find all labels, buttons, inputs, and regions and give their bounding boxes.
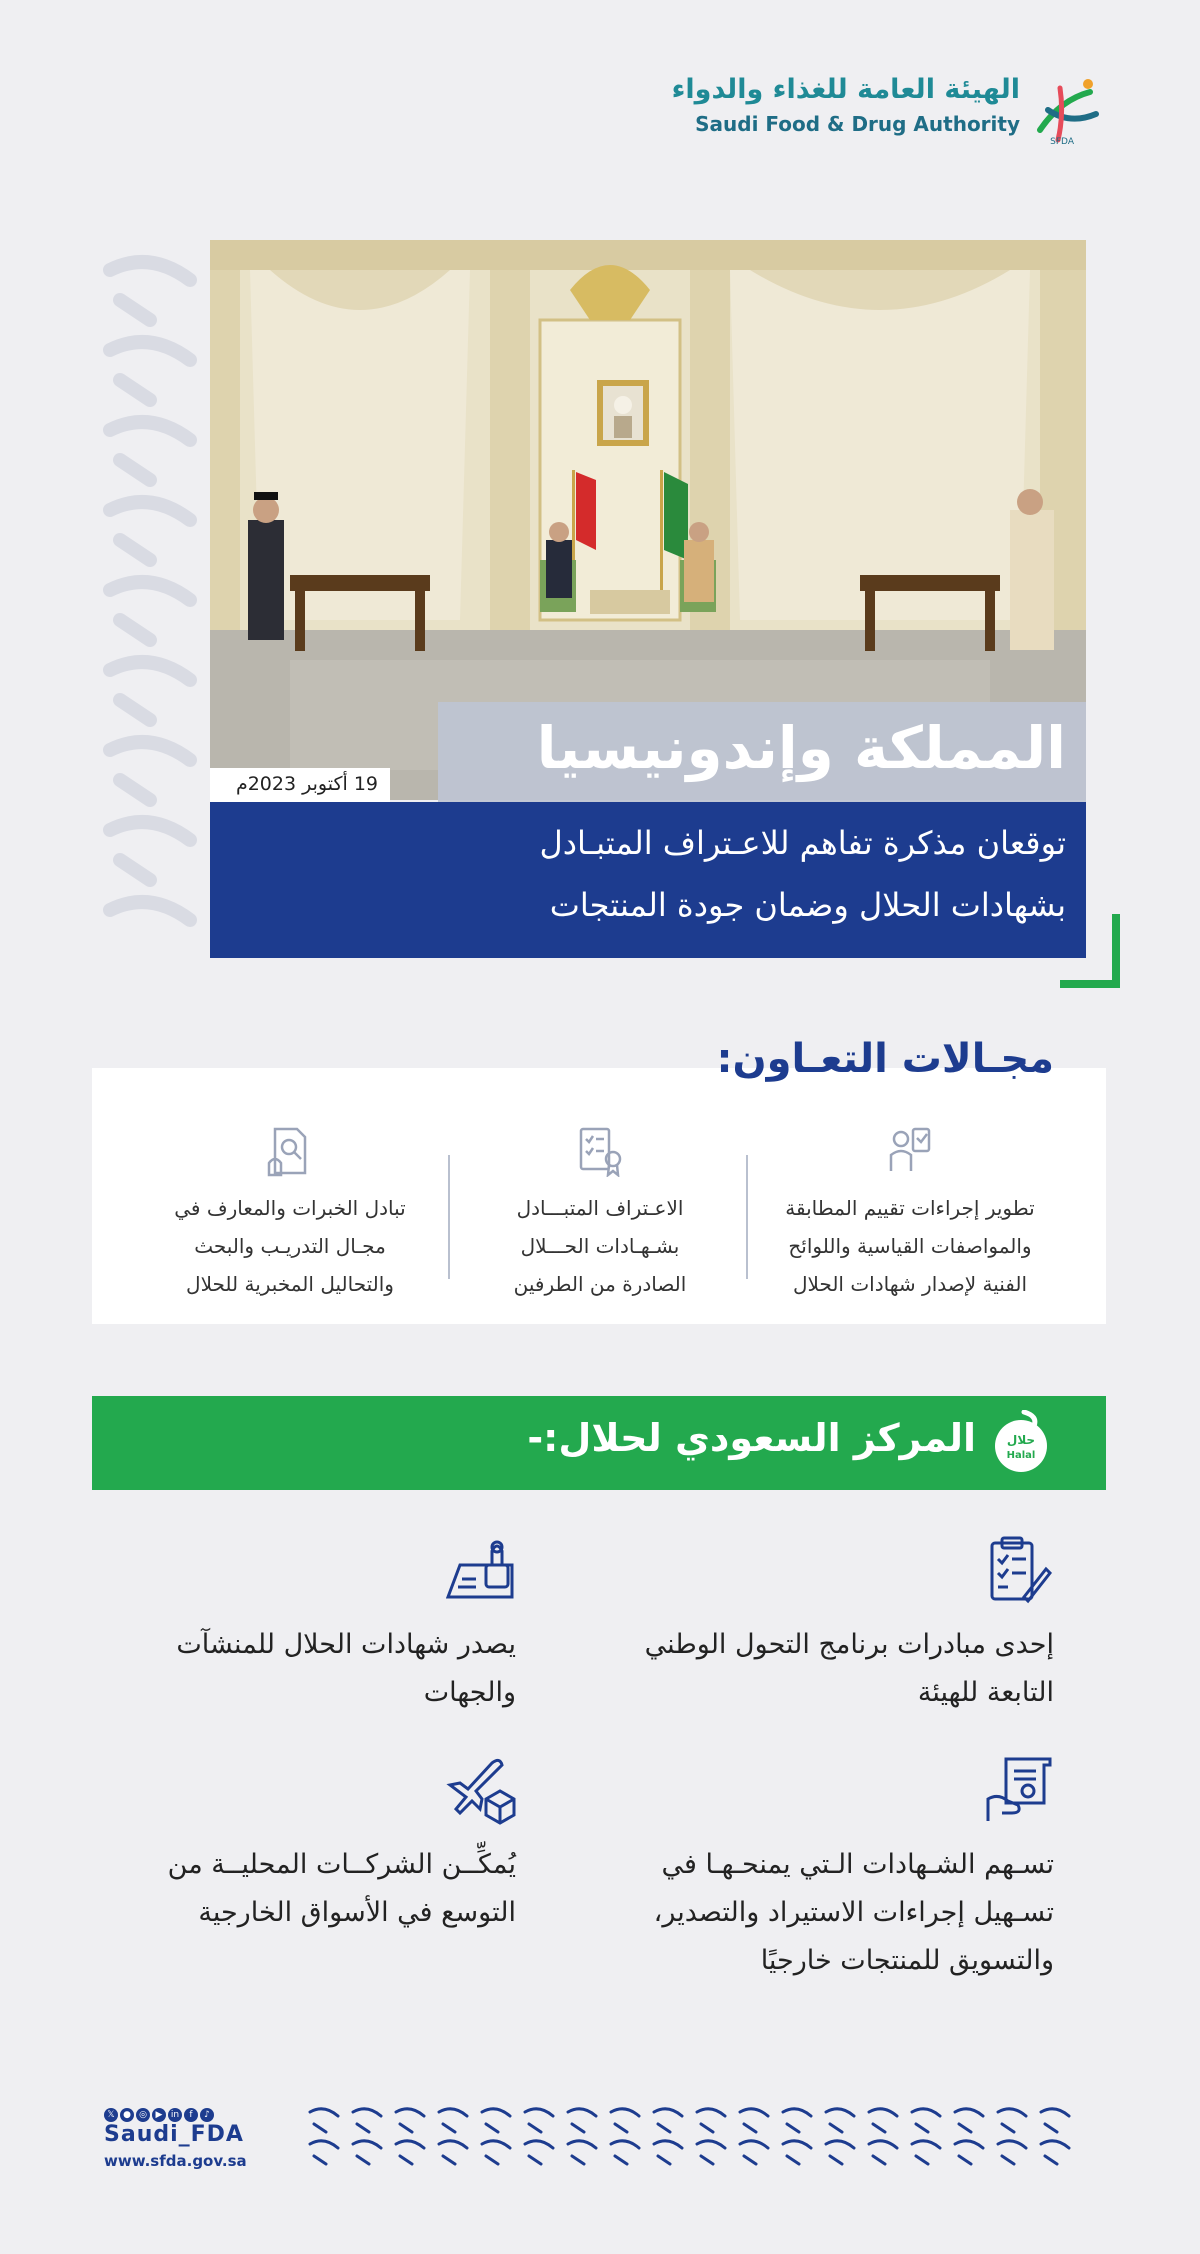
- pattern-stroke: [740, 2109, 768, 2116]
- feature-4-line1: يُمكِّــن الشركــات المحليــة من: [167, 1849, 516, 1880]
- subtitle-line-1: توقعان مذكرة تفاهم للاعـتراف المتبـادل: [539, 824, 1066, 862]
- feature-2-line1: يصدر شهادات الحلال للمنشآت: [176, 1629, 516, 1660]
- plane-box-icon: [446, 1755, 516, 1825]
- feature-3-line3: والتسويق للمنتجات خارجيًا: [760, 1945, 1054, 1976]
- org-name-ar: الهيئة العامة للغذاء والدواء: [671, 74, 1020, 105]
- pattern-stroke: [572, 2156, 584, 2164]
- pattern-stroke: [400, 2156, 412, 2164]
- footer-decorative-pattern: [306, 2104, 1086, 2168]
- pattern-stroke: [529, 2124, 541, 2132]
- pattern-stroke: [787, 2124, 799, 2132]
- facebook-icon[interactable]: f: [184, 2108, 198, 2122]
- pattern-stroke: [1041, 2141, 1069, 2148]
- feature-2-line2: والجهات: [423, 1677, 516, 1708]
- pattern-stroke: [873, 2124, 885, 2132]
- pattern-stroke: [697, 2141, 725, 2148]
- subtitle-line-2: بشهادات الحلال وضمان جودة المنتجات: [549, 886, 1066, 924]
- pattern-stroke: [783, 2109, 811, 2116]
- hero-date: 19 أكتوبر 2023م: [235, 773, 378, 795]
- pattern-stroke: [482, 2141, 510, 2148]
- pattern-stroke: [615, 2124, 627, 2132]
- pattern-stroke: [826, 2141, 854, 2148]
- linkedin-icon[interactable]: in: [168, 2108, 182, 2122]
- pattern-stroke: [744, 2124, 756, 2132]
- pattern-stroke: [310, 2109, 338, 2116]
- pattern-stroke: [654, 2109, 682, 2116]
- feature-4-line2: التوسع في الأسواق الخارجية: [198, 1897, 516, 1928]
- feature-item-1: [594, 1535, 1054, 1708]
- pattern-stroke: [830, 2124, 842, 2132]
- pattern-stroke: [959, 2156, 971, 2164]
- certificate-hand-icon: [984, 1755, 1054, 1825]
- tiktok-icon[interactable]: ♪: [200, 2108, 214, 2122]
- instagram-icon[interactable]: ◎: [136, 2108, 150, 2122]
- pattern-stroke: [869, 2109, 897, 2116]
- pattern-stroke: [1045, 2156, 1057, 2164]
- pattern-stroke: [525, 2109, 553, 2116]
- pattern-stroke: [439, 2109, 467, 2116]
- pattern-stroke: [1002, 2124, 1014, 2132]
- pattern-stroke: [439, 2141, 467, 2148]
- cooperation-item-2: [450, 1125, 750, 1303]
- cooperation-item-2-line1: الاعـتراف المتبـــادل: [516, 1196, 684, 1220]
- feature-1-line1: إحدى مبادرات برنامج التحول الوطني: [644, 1629, 1054, 1660]
- pattern-stroke: [998, 2141, 1026, 2148]
- cooperation-item-1-line2: والمواصفات القياسية واللوائح: [788, 1234, 1032, 1258]
- pattern-stroke: [955, 2141, 983, 2148]
- pattern-stroke: [486, 2124, 498, 2132]
- pattern-stroke: [701, 2124, 713, 2132]
- document-search-icon: [267, 1125, 313, 1177]
- pattern-stroke: [1002, 2156, 1014, 2164]
- feature-1-line2: التابعة للهيئة: [917, 1677, 1054, 1708]
- hero-title: المملكة وإندونيسيا: [536, 714, 1066, 782]
- cooperation-heading: مجـالات التعـاون:: [716, 1036, 1054, 1082]
- x-icon[interactable]: 𝕏: [104, 2108, 118, 2122]
- pattern-stroke: [615, 2156, 627, 2164]
- pattern-stroke: [443, 2156, 455, 2164]
- youtube-icon[interactable]: ▶: [152, 2108, 166, 2122]
- cooperation-item-3: [140, 1125, 440, 1303]
- stamp-icon: [446, 1535, 516, 1605]
- pattern-stroke: [396, 2109, 424, 2116]
- feature-3-line2: تسـهيل إجراءات الاستيراد والتصدير،: [653, 1897, 1054, 1928]
- social-handle[interactable]: Saudi_FDA: [104, 2122, 244, 2147]
- pattern-stroke: [611, 2109, 639, 2116]
- pattern-stroke: [658, 2124, 670, 2132]
- pattern-stroke: [787, 2156, 799, 2164]
- pattern-stroke: [916, 2156, 928, 2164]
- pattern-stroke: [314, 2156, 326, 2164]
- cooperation-item-1-line1: تطوير إجراءات تقييم المطابقة: [785, 1196, 1035, 1220]
- subtitle-band: [210, 802, 1086, 958]
- pattern-stroke: [912, 2141, 940, 2148]
- org-name-en: Saudi Food & Drug Authority: [695, 112, 1020, 136]
- pattern-stroke: [658, 2156, 670, 2164]
- pattern-stroke: [998, 2109, 1026, 2116]
- feature-item-2: [56, 1535, 516, 1708]
- divider: [448, 1155, 450, 1279]
- pattern-stroke: [869, 2141, 897, 2148]
- feature-item-4: [56, 1755, 516, 1935]
- cooperation-item-3-line2: مجـال التدريـب والبحث: [194, 1234, 386, 1258]
- date-tag: [210, 768, 390, 802]
- person-checklist-icon: [887, 1125, 933, 1177]
- pattern-stroke: [611, 2141, 639, 2148]
- social-icons: [104, 2102, 238, 2120]
- svg-text:حلال: حلال: [1006, 1433, 1036, 1447]
- hero-title-box: [438, 702, 1086, 802]
- pattern-stroke: [572, 2124, 584, 2132]
- pattern-stroke: [830, 2156, 842, 2164]
- pattern-stroke: [873, 2156, 885, 2164]
- cooperation-item-3-line3: والتحاليل المخبرية للحلال: [186, 1272, 394, 1296]
- pattern-stroke: [568, 2141, 596, 2148]
- pattern-stroke: [959, 2124, 971, 2132]
- pattern-stroke: [912, 2109, 940, 2116]
- halal-logo-icon: [988, 1410, 1054, 1476]
- pattern-stroke: [955, 2109, 983, 2116]
- pattern-stroke: [654, 2141, 682, 2148]
- pattern-stroke: [697, 2109, 725, 2116]
- pattern-stroke: [826, 2109, 854, 2116]
- green-corner-accent: [1060, 914, 1120, 988]
- pattern-stroke: [357, 2124, 369, 2132]
- clipboard-pen-icon: [984, 1535, 1054, 1605]
- pattern-stroke: [400, 2124, 412, 2132]
- halal-center-band: [92, 1396, 1106, 1490]
- cooperation-item-3-line1: تبادل الخبرات والمعارف في: [174, 1196, 406, 1220]
- pattern-stroke: [314, 2124, 326, 2132]
- pattern-stroke: [1041, 2109, 1069, 2116]
- certificate-icon: [577, 1125, 623, 1177]
- cooperation-item-2-line2: بشـهـادات الحـــلال: [520, 1234, 680, 1258]
- snapchat-icon[interactable]: ●: [120, 2108, 134, 2122]
- pattern-stroke: [353, 2141, 381, 2148]
- pattern-stroke: [568, 2109, 596, 2116]
- sfda-logo-icon: [1030, 70, 1110, 150]
- pattern-stroke: [740, 2141, 768, 2148]
- pattern-stroke: [1045, 2124, 1057, 2132]
- cooperation-item-1-line3: الفنية لإصدار شهادات الحلال: [792, 1272, 1028, 1296]
- pattern-stroke: [357, 2156, 369, 2164]
- pattern-stroke: [353, 2109, 381, 2116]
- pattern-stroke: [443, 2124, 455, 2132]
- feature-item-3: [594, 1755, 1054, 1975]
- svg-text:SFDA: SFDA: [1050, 137, 1074, 147]
- pattern-stroke: [783, 2141, 811, 2148]
- cooperation-item-2-line3: الصادرة من الطرفين: [513, 1272, 687, 1296]
- pattern-stroke: [744, 2156, 756, 2164]
- feature-3-line1: تسـهم الشـهادات الـتي يمنحـهـا في: [661, 1849, 1054, 1880]
- svg-text:Halal: Halal: [1006, 1450, 1036, 1461]
- pattern-stroke: [482, 2109, 510, 2116]
- pattern-stroke: [486, 2156, 498, 2164]
- pattern-stroke: [396, 2141, 424, 2148]
- cooperation-item-1: [760, 1125, 1060, 1303]
- decorative-pattern: [90, 240, 220, 960]
- sfda-logo: [671, 70, 1110, 150]
- pattern-stroke: [310, 2141, 338, 2148]
- pattern-stroke: [529, 2156, 541, 2164]
- pattern-stroke: [701, 2156, 713, 2164]
- pattern-stroke: [916, 2124, 928, 2132]
- website-link[interactable]: www.sfda.gov.sa: [104, 2152, 247, 2170]
- halal-center-heading: المركز السعودي لحلال:-: [527, 1416, 976, 1460]
- pattern-stroke: [525, 2141, 553, 2148]
